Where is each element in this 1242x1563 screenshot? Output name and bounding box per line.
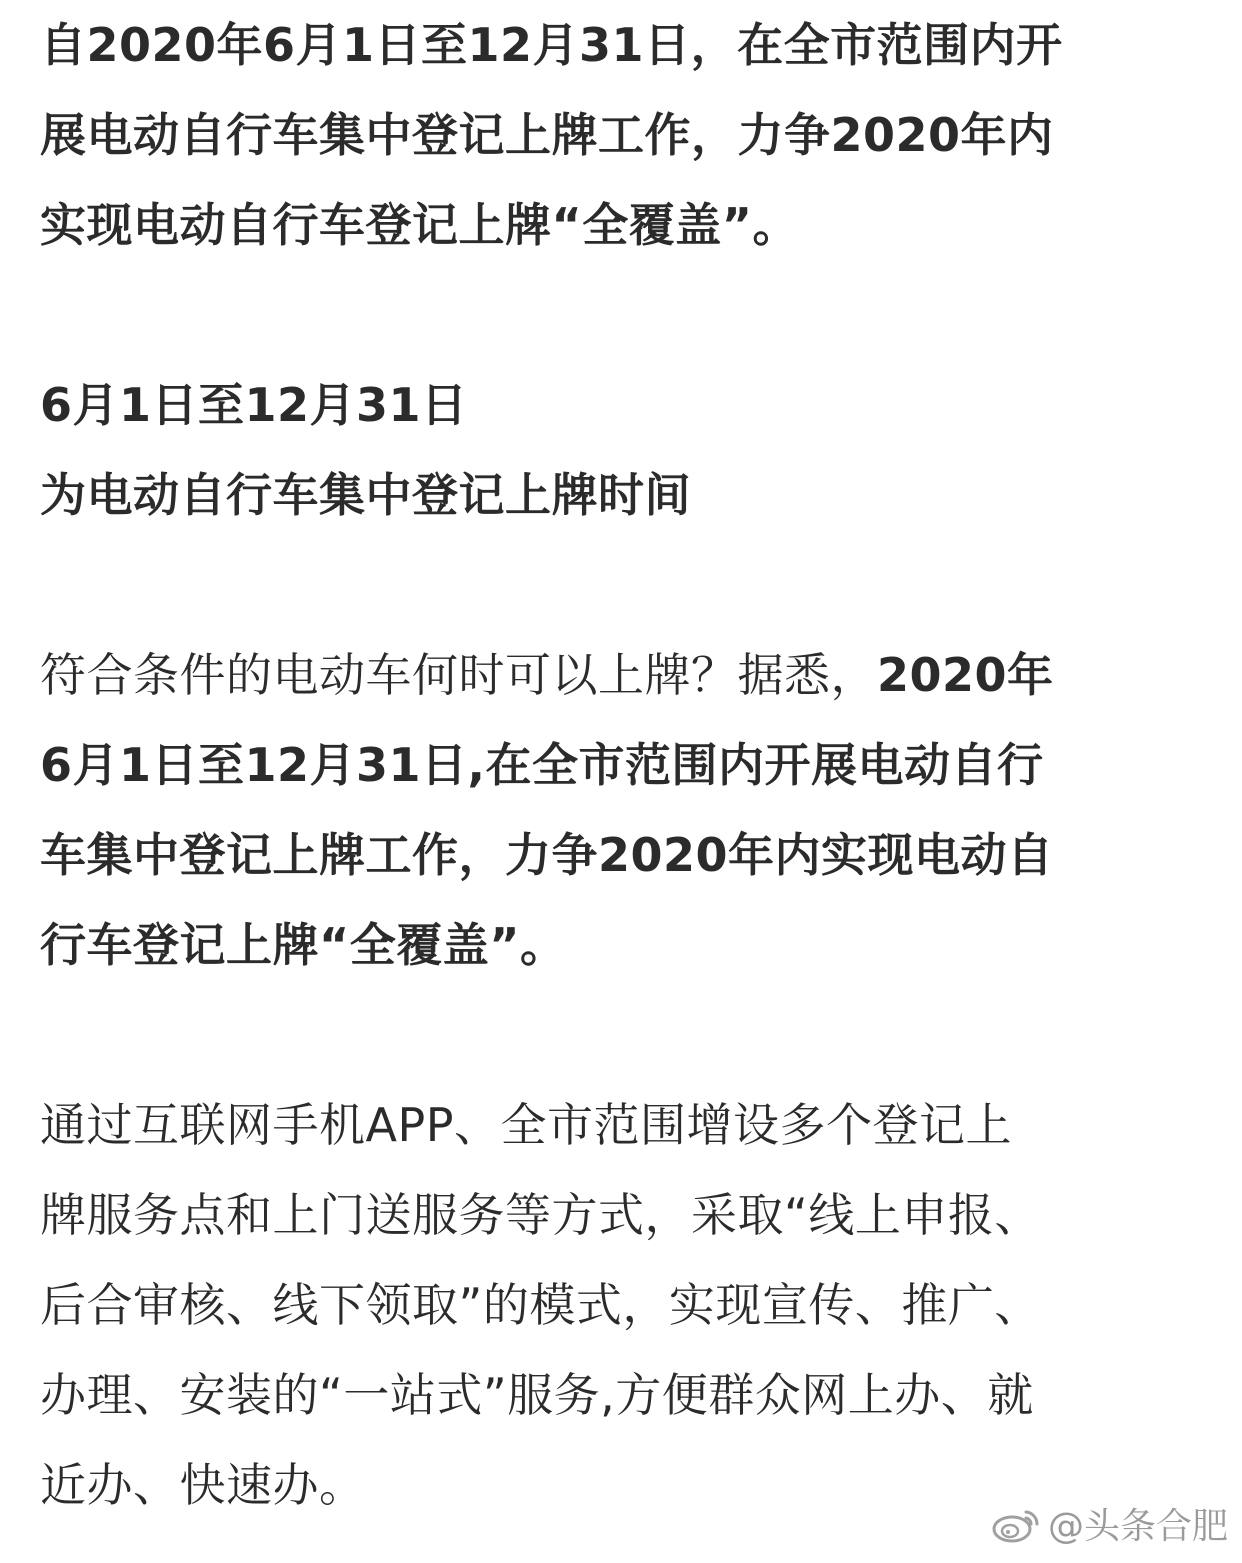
- paragraph-1: [40, 0, 1205, 270]
- paragraph-1-line: 实现电动自行车登记上牌“全覆盖”。: [40, 198, 799, 252]
- article-body: [40, 0, 1205, 1530]
- paragraph-3-lead-text: 符合条件的电动车何时可以上牌？据悉，: [40, 648, 877, 702]
- paragraph-1-line: 展电动自行车集中登记上牌工作，力争2020年内: [40, 108, 1054, 162]
- paragraph-1-line: 自2020年6月1日至12月31日，在全市范围内开: [40, 18, 1063, 72]
- paragraph-4-line: 后合审核、线下领取”的模式，实现宣传、推广、: [40, 1278, 1041, 1332]
- paragraph-4-line: 牌服务点和上门送服务等方式，采取“线上申报、: [40, 1188, 1041, 1242]
- paragraph-3-lead-bold: 2020年: [877, 648, 1054, 702]
- paragraph-spacer: [40, 990, 1205, 1080]
- paragraph-2-line: 6月1日至12月31日: [40, 378, 468, 432]
- paragraph-4-line: 通过互联网手机APP、全市范围增设多个登记上: [40, 1098, 1012, 1152]
- paragraph-2-line: 为电动自行车集中登记上牌时间: [40, 468, 691, 522]
- paragraph-3-line: 车集中登记上牌工作，力争2020年内实现电动自: [40, 828, 1054, 882]
- paragraph-3: [40, 630, 1205, 990]
- paragraph-spacer: [40, 540, 1205, 630]
- paragraph-3-line: 6月1日至12月31日,在全市范围内开展电动自行: [40, 738, 1044, 792]
- paragraph-spacer: [40, 270, 1205, 360]
- watermark-text: @头条合肥: [1047, 1506, 1228, 1547]
- paragraph-3-line: 行车登记上牌“全覆盖”。: [40, 918, 567, 972]
- paragraph-4-line: 近办、快速办。: [40, 1458, 366, 1512]
- weibo-logo-icon: [990, 1504, 1042, 1544]
- paragraph-4-line: 办理、安装的“一站式”服务,方便群众网上办、就: [40, 1368, 1034, 1422]
- watermark: [990, 1498, 1228, 1549]
- paragraph-4: [40, 1080, 1205, 1530]
- paragraph-2: [40, 360, 1205, 540]
- paragraph-3-line: [40, 630, 1205, 720]
